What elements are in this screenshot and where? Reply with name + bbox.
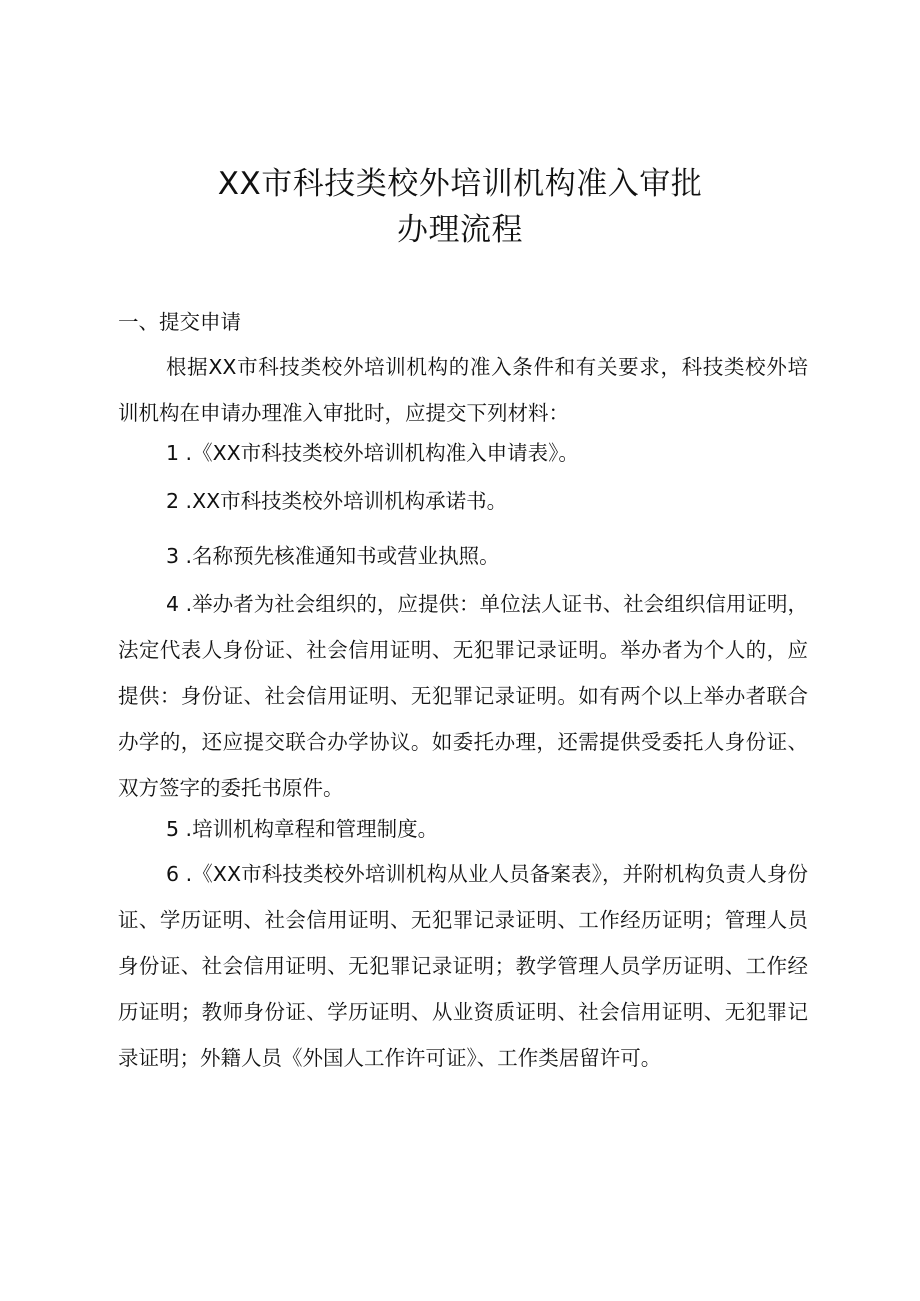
- list-item-2: 2 .XX市科技类校外培训机构承诺书。: [166, 489, 508, 513]
- list-item-6: 6 .《XX市科技类校外培训机构从业人员备案表》，并附机构负责人身份证、学历证明、社会信用证明、无犯罪记录证明、工作经历证明；管理人员身份证、社会信用证明、无犯罪记录证明；教学管理人员学历证明、工作经历证明；教师身份证、学历证明、从业资质证明、社会信用证明、无犯罪记录证明；外籍人员《外国人工作许可证》、工作类居留许可。: [118, 862, 808, 1070]
- list-item-3: 3 .名称预先核准通知书或营业执照。: [166, 544, 500, 568]
- intro-paragraph: 根据XX市科技类校外培训机构的准入条件和有关要求，科技类校外培训机构在申请办理准入审批时，应提交下列材料：: [118, 355, 808, 425]
- document-title-line-2: 办理流程: [397, 212, 523, 248]
- document-title-line-1: XX市科技类校外培训机构准入审批: [217, 166, 703, 202]
- list-item-5: 5 .培训机构章程和管理制度。: [166, 817, 439, 841]
- section-heading: 一、提交申请: [118, 310, 241, 334]
- list-item-4: 4 .举办者为社会组织的，应提供：单位法人证书、社会组织信用证明，法定代表人身份证、社会信用证明、无犯罪记录证明。举办者为个人的，应提供：身份证、社会信用证明、无犯罪记录证明。如有两个以上举办者联合办学的，还应提交联合办学协议。如委托办理，还需提供受委托人身份证、双方签字的委托书原件。: [118, 592, 808, 800]
- list-item-1: 1 .《XX市科技类校外培训机构准入申请表》。: [166, 441, 579, 465]
